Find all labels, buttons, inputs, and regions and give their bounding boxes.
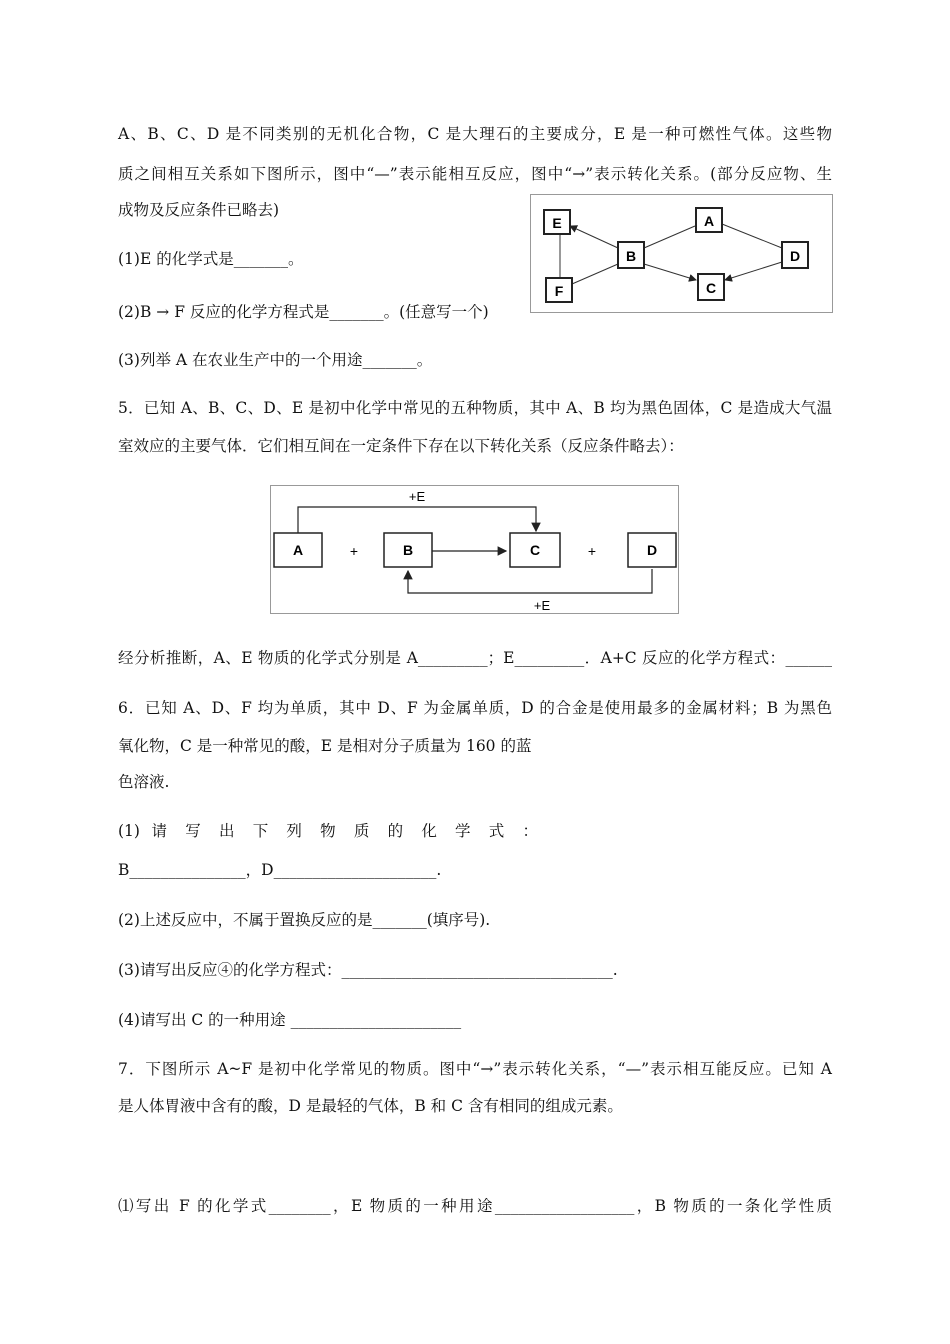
svg-text:A: A xyxy=(292,542,304,558)
q4-intro-line-3: 成物及反应条件已略去) xyxy=(118,201,280,219)
q5-node-d xyxy=(628,533,676,567)
svg-text:F: F xyxy=(554,283,564,299)
q5-plus-2: + xyxy=(587,543,597,559)
svg-text:B: B xyxy=(625,248,637,264)
q6-intro-line-2: 氧化物，C 是一种常见的酸，E 是相对分子质量为 160 的蓝 xyxy=(118,737,532,755)
q5-node-c xyxy=(510,533,560,567)
q4-node-a xyxy=(696,208,722,232)
q6-question-1-blanks: B_______________，D_____________________. xyxy=(118,861,442,879)
svg-text:C: C xyxy=(529,542,541,558)
svg-text:C: C xyxy=(705,280,717,296)
q4-intro-line-2: 质之间相互关系如下图所示，图中“—”表示能相互反应，图中“→”表示转化关系。(部分反应物、生 xyxy=(118,165,832,183)
q5-intro-line-1: 5．已知 A、B、C、D、E 是初中化学中常见的五种物质，其中 A、B 均为黑色固体，C 是造成大气温 xyxy=(118,399,832,417)
svg-text:D: D xyxy=(646,542,658,558)
q4-node-c xyxy=(698,274,724,300)
q6-question-3: (3)请写出反应④的化学方程式：___________________________________. xyxy=(118,961,618,979)
q5-bottom-arrow-label: +E xyxy=(533,598,551,613)
q4-question-2: (2)B → F 反应的化学方程式是_______。(任意写一个) xyxy=(118,303,489,321)
q4-intro-line-1: A、B、C、D 是不同类别的无机化合物，C 是大理石的主要成分，E 是一种可燃性气体。这些物 xyxy=(118,125,832,143)
q6-intro-line-3: 色溶液. xyxy=(118,773,170,791)
q5-top-arrow-label: +E xyxy=(408,489,426,504)
q4-node-f xyxy=(546,278,572,302)
q7-question-1: ⑴写出 F 的化学式________，E 物质的一种用途__________________，B 物质的一条化学性质 xyxy=(118,1197,832,1215)
q4-question-3: (3)列举 A 在农业生产中的一个用途_______。 xyxy=(118,351,433,369)
q4-relation-diagram xyxy=(530,194,834,318)
q4-node-d xyxy=(782,242,808,268)
q5-diagram-frame xyxy=(271,486,679,614)
q5-answer-line: 经分析推断，A、E 物质的化学式分别是 A_________；E_________．A+C 反应的化学方程式：______ xyxy=(118,649,832,667)
q4-question-1: (1)E 的化学式是_______。 xyxy=(118,250,304,268)
q4-node-e xyxy=(544,210,570,234)
q5-intro-line-2: 室效应的主要气体．它们相互间在一定条件下存在以下转化关系（反应条件略去）： xyxy=(118,437,684,455)
q6-question-4: (4)请写出 C 的一种用途 ______________________ xyxy=(118,1011,462,1029)
svg-text:D: D xyxy=(789,248,801,264)
q5-node-b xyxy=(384,533,432,567)
q6-intro-line-1: 6．已知 A、D、F 均为单质，其中 D、F 为金属单质，D 的合金是使用最多的金属材料；B 为黑色 xyxy=(118,699,832,717)
q6-question-1: (1) 请 写 出 下 列 物 质 的 化 学 式 ： xyxy=(118,822,538,840)
q5-conversion-diagram xyxy=(270,485,680,619)
svg-text:B: B xyxy=(402,542,414,558)
svg-text:A: A xyxy=(703,213,715,229)
q7-intro-line-1: 7．下图所示 A~F 是初中化学常见的物质。图中“→”表示转化关系，“—”表示相互能反应。已知 A xyxy=(118,1060,832,1078)
svg-text:E: E xyxy=(552,215,562,231)
q4-node-b xyxy=(618,242,644,268)
q6-question-2: (2)上述反应中，不属于置换反应的是_______(填序号). xyxy=(118,911,491,929)
q5-plus-1: + xyxy=(349,543,359,559)
q7-intro-line-2: 是人体胃液中含有的酸，D 是最轻的气体，B 和 C 含有相同的组成元素。 xyxy=(118,1097,623,1115)
q5-node-a xyxy=(274,533,322,567)
